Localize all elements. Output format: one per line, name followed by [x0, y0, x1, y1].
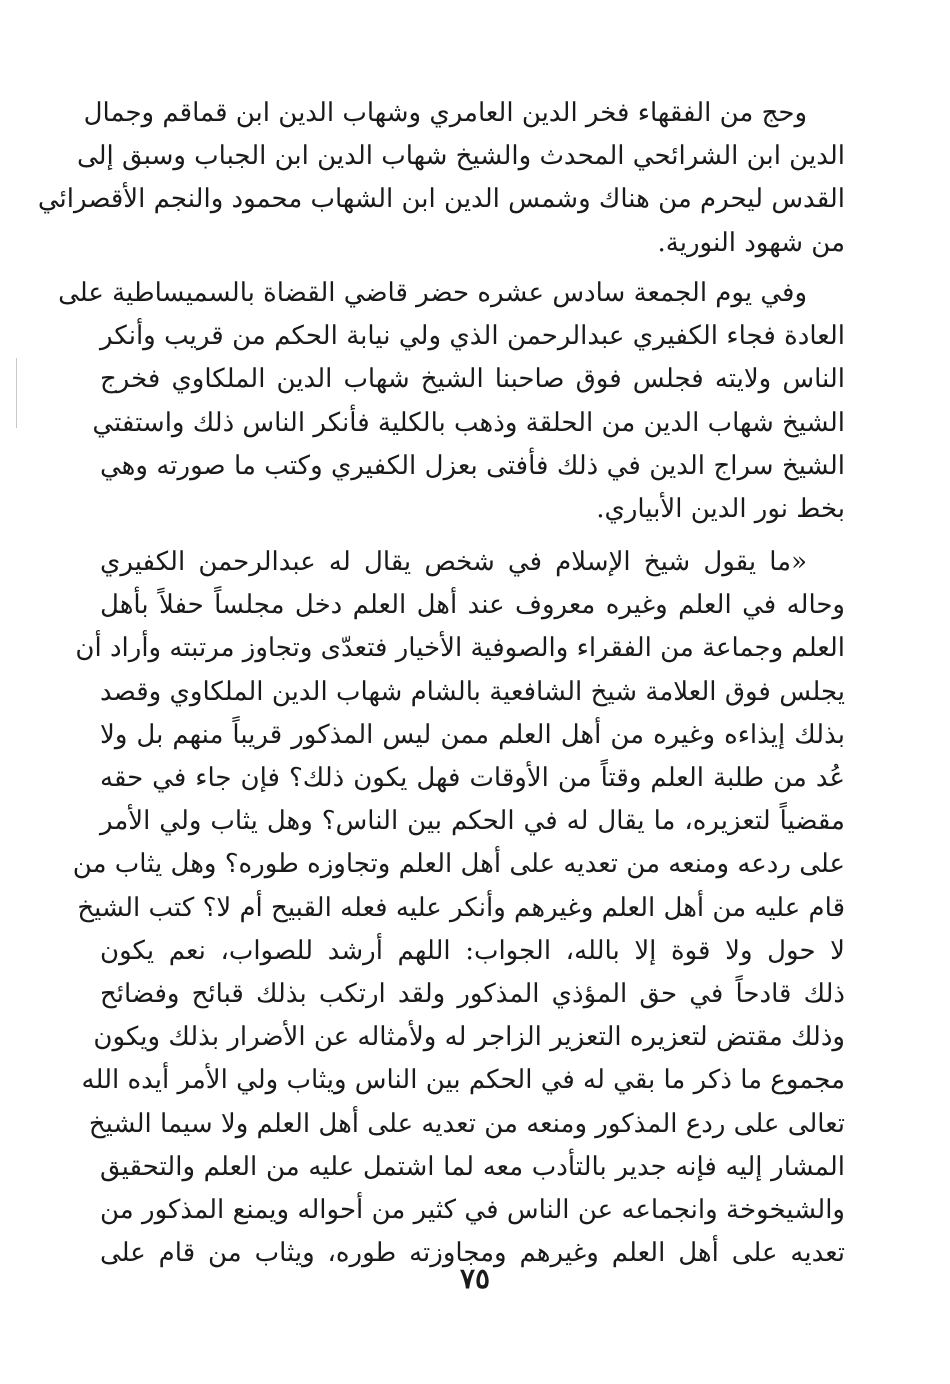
- text-line: تعالى على ردع المذكور ومنعه من تعديه على أهل العلم ولا سيما الشيخ: [88, 1108, 845, 1139]
- paragraph-fatwa-quote: [72, 541, 845, 1275]
- text-line: الشيخ سراج الدين في ذلك فأفتى بعزل الكفيري وكتب ما صورته وهي: [100, 450, 845, 481]
- text-line: بذلك إيذاءه وغيره من أهل العلم ممن ليس المذكور قريباً منهم بل ولا: [100, 719, 845, 750]
- text-line: وحاله في العلم وغيره معروف عند أهل العلم دخل مجلساً حفلاً بأهل: [100, 590, 845, 621]
- text-line: الشيخ شهاب الدين من الحلقة وذهب بالكلية فأنكر الناس ذلك واستفتي: [92, 407, 845, 438]
- text-line: والشيخوخة وانجماعه عن الناس في كثير من أحواله ويمنع المذكور من: [100, 1195, 845, 1226]
- page-number: ٧٥: [459, 1262, 491, 1295]
- text-line: ذلك قادحاً في حق المؤذي المذكور ولقد ارتكب بذلك قبائح وفضائح: [100, 979, 845, 1010]
- paragraph-friday-session: [58, 272, 845, 531]
- text-line: الناس ولايته فجلس فوق صاحبنا الشيخ شهاب الدين الملكاوي فخرج: [100, 364, 845, 395]
- text-line: وذلك مقتض لتعزيره التعزير الزاجر له ولأمثاله عن الأضرار بذلك ويكون: [93, 1022, 845, 1053]
- text-line: لا حول ولا قوة إلا بالله، الجواب: اللهم أرشد للصواب، نعم يكون: [100, 935, 845, 966]
- text-line: عُد من طلبة العلم وقتاً من الأوقات فهل يكون ذلك؟ فإن جاء في حقه: [100, 763, 845, 794]
- text-line: «ما يقول شيخ الإسلام في شخص يقال له عبدالرحمن الكفيري: [100, 547, 807, 577]
- text-line: يجلس فوق العلامة شيخ الشافعية بالشام شهاب الدين الملكاوي وقصد: [100, 676, 845, 707]
- text-line: المشار إليه فإنه جدير بالتأدب معه لما اشتمل عليه من العلم والتحقيق: [100, 1151, 845, 1182]
- text-line: من شهود النورية.: [657, 227, 845, 258]
- text-line: وفي يوم الجمعة سادس عشره حضر قاضي القضاة بالسميساطية على: [58, 278, 807, 308]
- text-line: القدس ليحرم من هناك وشمس الدين ابن الشهاب محمود والنجم الأقصرائي: [37, 184, 845, 215]
- text-line: الدين ابن الشرائحي المحدث والشيخ شهاب الدين ابن الجباب وسبق إلى: [76, 141, 845, 172]
- paragraph-pilgrimage: [37, 92, 845, 265]
- text-line: تعديه على أهل العلم وغيرهم ومجاوزته طوره، ويثاب من قام على: [100, 1238, 845, 1269]
- text-line: مجموع ما ذكر ما بقي له في الحكم بين الناس ويثاب ولي الأمر أيده الله: [81, 1065, 845, 1096]
- text-line: وحج من الفقهاء فخر الدين العامري وشهاب الدين ابن قماقم وجمال: [83, 98, 807, 128]
- margin-mark: [16, 358, 17, 428]
- text-line: العلم وجماعة من الفقراء والصوفية الأخيار فتعدّى وتجاوز مرتبته وأراد أن: [75, 633, 845, 664]
- text-line: مقضياً لتعزيره، ما يقال له في الحكم بين الناس؟ وهل يثاب ولي الأمر: [100, 806, 845, 837]
- text-line: العادة فجاء الكفيري عبدالرحمن الذي ولي نيابة الحكم من قريب وأنكر: [100, 321, 845, 352]
- text-line: بخط نور الدين الأبياري.: [596, 494, 845, 525]
- text-line: قام عليه من أهل العلم وغيرهم وأنكر عليه فعله القبيح أم لا؟ كتب الشيخ: [77, 892, 845, 923]
- text-line: على ردعه ومنعه من تعديه على أهل العلم وتجاوزه طوره؟ وهل يثاب من: [72, 849, 845, 880]
